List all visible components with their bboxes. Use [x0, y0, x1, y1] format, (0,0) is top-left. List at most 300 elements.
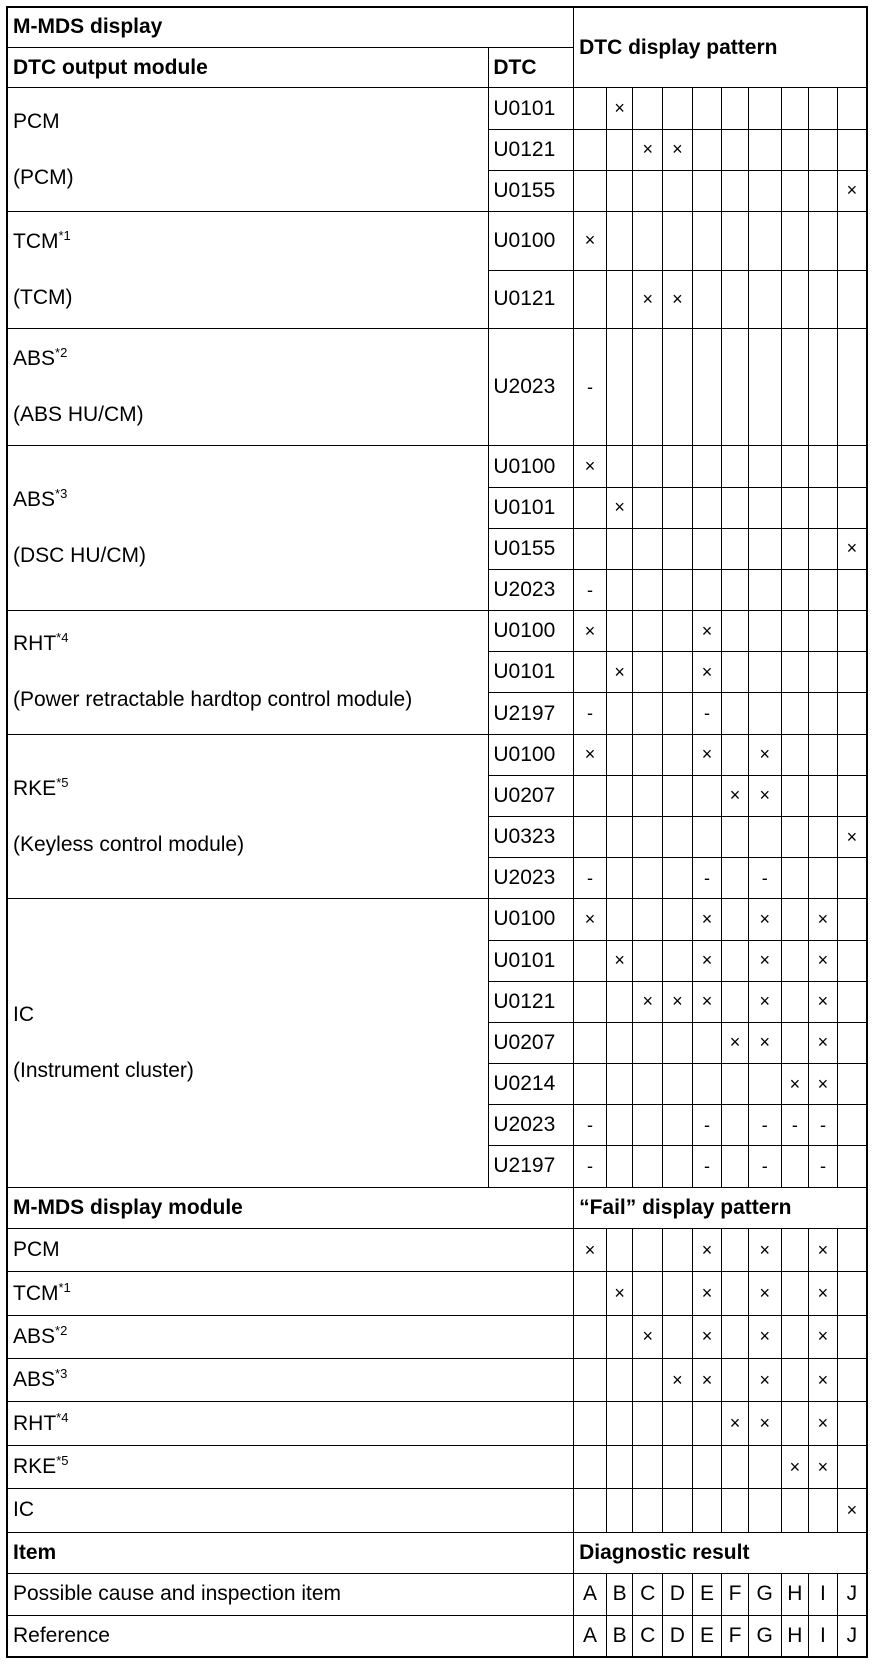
fail-mark: [574, 1359, 607, 1402]
fail-row: [7, 1315, 867, 1358]
pattern-mark: [606, 817, 632, 858]
pattern-mark: [748, 446, 781, 487]
pattern-mark: [663, 1105, 693, 1146]
pattern-mark: [574, 528, 607, 569]
pattern-mark: [781, 446, 809, 487]
module-footnote: *5: [56, 774, 69, 790]
pattern-mark: [781, 487, 809, 528]
fail-mark: [606, 1359, 632, 1402]
pattern-mark: [809, 211, 838, 270]
pattern-mark: ×: [722, 1022, 748, 1063]
pattern-mark: [722, 734, 748, 775]
fail-mark: [748, 1489, 781, 1532]
pattern-mark: [781, 899, 809, 940]
pattern-mark: [809, 775, 838, 816]
fail-module-cell: [7, 1402, 574, 1445]
pattern-mark: [837, 569, 867, 610]
fail-mark: ×: [663, 1359, 693, 1402]
fail-mark: [781, 1272, 809, 1315]
pattern-mark: [692, 487, 722, 528]
pattern-mark: [781, 693, 809, 734]
fail-mark: [633, 1445, 663, 1488]
pattern-mark: [837, 775, 867, 816]
pattern-mark: [692, 1064, 722, 1105]
fail-mark: ×: [692, 1229, 722, 1272]
fail-mark: [781, 1489, 809, 1532]
mmds-display-module-header: M-MDS display module: [7, 1187, 574, 1229]
fail-mark: ×: [748, 1402, 781, 1445]
pattern-mark: [633, 817, 663, 858]
pattern-mark: [722, 1105, 748, 1146]
pattern-mark: ×: [837, 528, 867, 569]
pattern-mark: [574, 775, 607, 816]
pattern-mark: -: [692, 1146, 722, 1187]
pattern-mark: [722, 270, 748, 329]
dtc-row: [7, 88, 867, 129]
pattern-mark: [663, 734, 693, 775]
fail-mark: [663, 1445, 693, 1488]
pattern-mark: [722, 487, 748, 528]
pattern-mark: [837, 88, 867, 129]
pattern-mark: [809, 270, 838, 329]
dtc-code: U2023: [489, 569, 574, 610]
pattern-mark: -: [692, 693, 722, 734]
module-footnote: *2: [55, 345, 68, 361]
pattern-mark: [606, 734, 632, 775]
pattern-mark: [809, 858, 838, 899]
fail-module-footnote: *5: [56, 1453, 69, 1469]
fail-mark: [748, 1445, 781, 1488]
fail-mark: ×: [809, 1315, 838, 1358]
module-name: RHT: [13, 632, 57, 656]
pattern-mark: -: [781, 1105, 809, 1146]
fail-mark: [633, 1489, 663, 1532]
dtc-row: [7, 611, 867, 652]
fail-row: [7, 1229, 867, 1272]
pattern-mark: [781, 88, 809, 129]
pattern-mark: [633, 1105, 663, 1146]
pattern-mark: [606, 329, 632, 446]
pattern-mark: [748, 129, 781, 170]
fail-mark: [663, 1489, 693, 1532]
dtc-code: U0121: [489, 270, 574, 329]
fail-mark: [692, 1489, 722, 1532]
pattern-mark: [837, 1064, 867, 1105]
pattern-mark: ×: [692, 734, 722, 775]
pattern-mark: [809, 88, 838, 129]
dtc-pattern-table: [6, 6, 868, 1658]
fail-mark: [606, 1489, 632, 1532]
fail-header-row: [7, 1187, 867, 1229]
pattern-mark: [663, 211, 693, 270]
pattern-mark: [574, 487, 607, 528]
pattern-mark: [781, 329, 809, 446]
result-row: [7, 1574, 867, 1616]
result-item-label: Reference: [7, 1615, 574, 1657]
fail-mark: [722, 1359, 748, 1402]
pattern-mark: -: [574, 329, 607, 446]
pattern-mark: [633, 1064, 663, 1105]
result-letter: I: [809, 1615, 838, 1657]
module-description: (Instrument cluster): [13, 1058, 194, 1082]
pattern-mark: [606, 611, 632, 652]
fail-mark: ×: [574, 1229, 607, 1272]
pattern-mark: [748, 270, 781, 329]
dtc-code: U2197: [489, 693, 574, 734]
dtc-code: U0207: [489, 1022, 574, 1063]
pattern-mark: [722, 211, 748, 270]
pattern-mark: [574, 652, 607, 693]
pattern-mark: ×: [574, 734, 607, 775]
fail-mark: [722, 1229, 748, 1272]
result-letter: H: [781, 1574, 809, 1616]
pattern-mark: [606, 170, 632, 211]
pattern-mark: [809, 693, 838, 734]
header-row-1: [7, 7, 867, 47]
fail-mark: ×: [633, 1315, 663, 1358]
fail-mark: [722, 1445, 748, 1488]
pattern-mark: [606, 981, 632, 1022]
module-name: TCM: [13, 230, 59, 254]
pattern-mark: ×: [837, 170, 867, 211]
result-letter: C: [633, 1574, 663, 1616]
pattern-mark: ×: [748, 775, 781, 816]
module-cell: [7, 446, 489, 611]
fail-module-footnote: *1: [58, 1279, 71, 1295]
pattern-mark: ×: [809, 1022, 838, 1063]
pattern-mark: [633, 652, 663, 693]
fail-mark: [781, 1402, 809, 1445]
dtc-row: [7, 211, 867, 270]
dtc-code: U0121: [489, 129, 574, 170]
fail-module-footnote: *2: [55, 1322, 68, 1338]
module-name: ABS: [13, 347, 56, 371]
fail-mark: [837, 1402, 867, 1445]
dtc-code: U0101: [489, 652, 574, 693]
fail-mark: [837, 1359, 867, 1402]
pattern-mark: [837, 446, 867, 487]
pattern-mark: [781, 528, 809, 569]
fail-module-name: TCM: [13, 1281, 59, 1305]
fail-module-footnote: *4: [56, 1409, 69, 1425]
fail-mark: ×: [809, 1229, 838, 1272]
pattern-mark: [837, 129, 867, 170]
result-letter: H: [781, 1615, 809, 1657]
pattern-mark: ×: [633, 270, 663, 329]
dtc-display-pattern-header: DTC display pattern: [574, 7, 867, 88]
pattern-mark: [837, 329, 867, 446]
pattern-mark: -: [809, 1105, 838, 1146]
fail-mark: [606, 1402, 632, 1445]
module-cell: [7, 611, 489, 735]
pattern-mark: [574, 981, 607, 1022]
pattern-mark: [692, 817, 722, 858]
pattern-mark: [606, 270, 632, 329]
pattern-mark: ×: [748, 981, 781, 1022]
pattern-mark: [809, 569, 838, 610]
module-cell: [7, 88, 489, 212]
pattern-mark: ×: [606, 487, 632, 528]
pattern-mark: [633, 693, 663, 734]
fail-mark: [781, 1315, 809, 1358]
pattern-mark: [692, 329, 722, 446]
pattern-mark: [781, 981, 809, 1022]
fail-mark: [722, 1489, 748, 1532]
fail-module-name: IC: [13, 1498, 34, 1522]
pattern-mark: ×: [781, 1064, 809, 1105]
pattern-mark: [748, 693, 781, 734]
pattern-mark: [633, 1146, 663, 1187]
pattern-mark: ×: [663, 981, 693, 1022]
dtc-code: U0121: [489, 981, 574, 1022]
fail-mark: [606, 1229, 632, 1272]
pattern-mark: [722, 329, 748, 446]
fail-module-cell: [7, 1315, 574, 1358]
pattern-mark: [809, 329, 838, 446]
pattern-mark: [663, 899, 693, 940]
pattern-mark: -: [574, 693, 607, 734]
pattern-mark: [781, 170, 809, 211]
pattern-mark: [722, 899, 748, 940]
fail-mark: [633, 1402, 663, 1445]
fail-mark: [837, 1229, 867, 1272]
fail-mark: ×: [809, 1359, 838, 1402]
result-letter: B: [606, 1574, 632, 1616]
fail-module-cell: [7, 1272, 574, 1315]
pattern-mark: ×: [748, 1022, 781, 1063]
pattern-mark: [574, 170, 607, 211]
result-letter: A: [574, 1615, 607, 1657]
module-footnote: *3: [55, 486, 68, 502]
pattern-mark: [663, 446, 693, 487]
pattern-mark: [748, 487, 781, 528]
pattern-mark: [692, 211, 722, 270]
pattern-mark: [633, 775, 663, 816]
fail-mark: [574, 1272, 607, 1315]
fail-module-name: RHT: [13, 1411, 57, 1435]
result-letter: D: [663, 1615, 693, 1657]
pattern-mark: ×: [663, 270, 693, 329]
pattern-mark: [722, 981, 748, 1022]
dtc-code: U0100: [489, 211, 574, 270]
pattern-mark: [781, 129, 809, 170]
fail-mark: [781, 1229, 809, 1272]
pattern-mark: [809, 446, 838, 487]
pattern-mark: [633, 528, 663, 569]
pattern-mark: [781, 775, 809, 816]
pattern-mark: [663, 858, 693, 899]
pattern-mark: [837, 693, 867, 734]
fail-mark: [663, 1229, 693, 1272]
pattern-mark: [633, 569, 663, 610]
module-name: IC: [13, 1002, 34, 1026]
result-letter: F: [722, 1615, 748, 1657]
fail-mark: [692, 1445, 722, 1488]
fail-display-pattern-header: “Fail” display pattern: [574, 1187, 867, 1229]
pattern-mark: [574, 940, 607, 981]
pattern-mark: -: [574, 1105, 607, 1146]
fail-mark: ×: [748, 1315, 781, 1358]
pattern-mark: [722, 446, 748, 487]
dtc-code: U0101: [489, 487, 574, 528]
pattern-mark: ×: [574, 446, 607, 487]
result-letter: I: [809, 1574, 838, 1616]
pattern-mark: [722, 940, 748, 981]
pattern-mark: [809, 170, 838, 211]
pattern-mark: [663, 775, 693, 816]
fail-mark: [633, 1272, 663, 1315]
pattern-mark: ×: [809, 940, 838, 981]
dtc-code: U0207: [489, 775, 574, 816]
fail-module-cell: [7, 1445, 574, 1488]
pattern-mark: [748, 211, 781, 270]
dtc-code: U0100: [489, 899, 574, 940]
pattern-mark: ×: [692, 899, 722, 940]
pattern-mark: [574, 129, 607, 170]
diagnostic-result-header: Diagnostic result: [574, 1532, 867, 1574]
fail-mark: [809, 1489, 838, 1532]
pattern-mark: [748, 817, 781, 858]
fail-mark: [574, 1402, 607, 1445]
fail-mark: ×: [692, 1272, 722, 1315]
pattern-mark: [663, 170, 693, 211]
pattern-mark: [663, 940, 693, 981]
pattern-mark: [606, 1064, 632, 1105]
fail-mark: [837, 1445, 867, 1488]
pattern-mark: ×: [809, 1064, 838, 1105]
pattern-mark: ×: [606, 652, 632, 693]
pattern-mark: [692, 528, 722, 569]
fail-module-footnote: *3: [55, 1366, 68, 1382]
pattern-mark: [663, 1022, 693, 1063]
pattern-mark: [574, 1022, 607, 1063]
result-letter: J: [837, 1574, 867, 1616]
pattern-mark: -: [748, 1105, 781, 1146]
pattern-mark: [606, 129, 632, 170]
result-letter: J: [837, 1615, 867, 1657]
pattern-mark: [722, 858, 748, 899]
pattern-mark: [837, 981, 867, 1022]
pattern-mark: [574, 88, 607, 129]
pattern-mark: -: [809, 1146, 838, 1187]
pattern-mark: [606, 446, 632, 487]
dtc-code: U0214: [489, 1064, 574, 1105]
pattern-mark: [663, 1146, 693, 1187]
pattern-mark: [837, 734, 867, 775]
pattern-mark: [781, 858, 809, 899]
pattern-mark: [663, 329, 693, 446]
fail-mark: ×: [692, 1359, 722, 1402]
pattern-mark: ×: [692, 652, 722, 693]
pattern-mark: [663, 693, 693, 734]
pattern-mark: [574, 270, 607, 329]
pattern-mark: [748, 1064, 781, 1105]
pattern-mark: [633, 611, 663, 652]
pattern-mark: ×: [748, 734, 781, 775]
pattern-mark: [606, 528, 632, 569]
module-name: ABS: [13, 488, 56, 512]
pattern-mark: [606, 1022, 632, 1063]
pattern-mark: [663, 88, 693, 129]
pattern-mark: [692, 569, 722, 610]
pattern-mark: [663, 528, 693, 569]
result-letter: G: [748, 1615, 781, 1657]
fail-mark: ×: [722, 1402, 748, 1445]
pattern-mark: [606, 1146, 632, 1187]
pattern-mark: ×: [574, 211, 607, 270]
result-header-row: [7, 1532, 867, 1574]
pattern-mark: [633, 734, 663, 775]
pattern-mark: ×: [809, 981, 838, 1022]
pattern-mark: ×: [809, 899, 838, 940]
pattern-mark: [633, 170, 663, 211]
result-item-label: Possible cause and inspection item: [7, 1574, 574, 1616]
fail-mark: [781, 1359, 809, 1402]
pattern-mark: [692, 129, 722, 170]
fail-row: [7, 1489, 867, 1532]
fail-mark: [663, 1272, 693, 1315]
fail-mark: ×: [809, 1272, 838, 1315]
pattern-mark: [692, 1022, 722, 1063]
pattern-mark: [809, 611, 838, 652]
dtc-row: [7, 899, 867, 940]
pattern-mark: [781, 270, 809, 329]
fail-mark: [633, 1359, 663, 1402]
pattern-mark: [809, 734, 838, 775]
fail-mark: ×: [781, 1445, 809, 1488]
pattern-mark: [748, 569, 781, 610]
pattern-mark: ×: [837, 817, 867, 858]
fail-row: [7, 1272, 867, 1315]
pattern-mark: [837, 940, 867, 981]
pattern-mark: [663, 569, 693, 610]
pattern-mark: [722, 1146, 748, 1187]
pattern-mark: [748, 329, 781, 446]
table-body: [7, 7, 867, 1657]
pattern-mark: ×: [606, 940, 632, 981]
result-letter: C: [633, 1615, 663, 1657]
pattern-mark: ×: [692, 611, 722, 652]
pattern-mark: [722, 129, 748, 170]
fail-mark: ×: [809, 1402, 838, 1445]
fail-row: [7, 1402, 867, 1445]
fail-mark: ×: [748, 1229, 781, 1272]
pattern-mark: [722, 569, 748, 610]
pattern-mark: [606, 569, 632, 610]
pattern-mark: [748, 88, 781, 129]
dtc-row: [7, 329, 867, 446]
pattern-mark: -: [574, 569, 607, 610]
pattern-mark: [809, 528, 838, 569]
pattern-mark: [781, 652, 809, 693]
pattern-mark: [837, 858, 867, 899]
pattern-mark: [663, 817, 693, 858]
pattern-mark: [692, 446, 722, 487]
pattern-mark: [781, 211, 809, 270]
pattern-mark: [748, 170, 781, 211]
pattern-mark: [722, 611, 748, 652]
pattern-mark: [633, 329, 663, 446]
fail-mark: [633, 1229, 663, 1272]
module-description: (DSC HU/CM): [13, 544, 146, 568]
dtc-code: U2023: [489, 858, 574, 899]
pattern-mark: [837, 652, 867, 693]
result-row: [7, 1615, 867, 1657]
dtc-code: U2023: [489, 329, 574, 446]
result-letter: G: [748, 1574, 781, 1616]
dtc-code: U0100: [489, 734, 574, 775]
pattern-mark: [781, 569, 809, 610]
